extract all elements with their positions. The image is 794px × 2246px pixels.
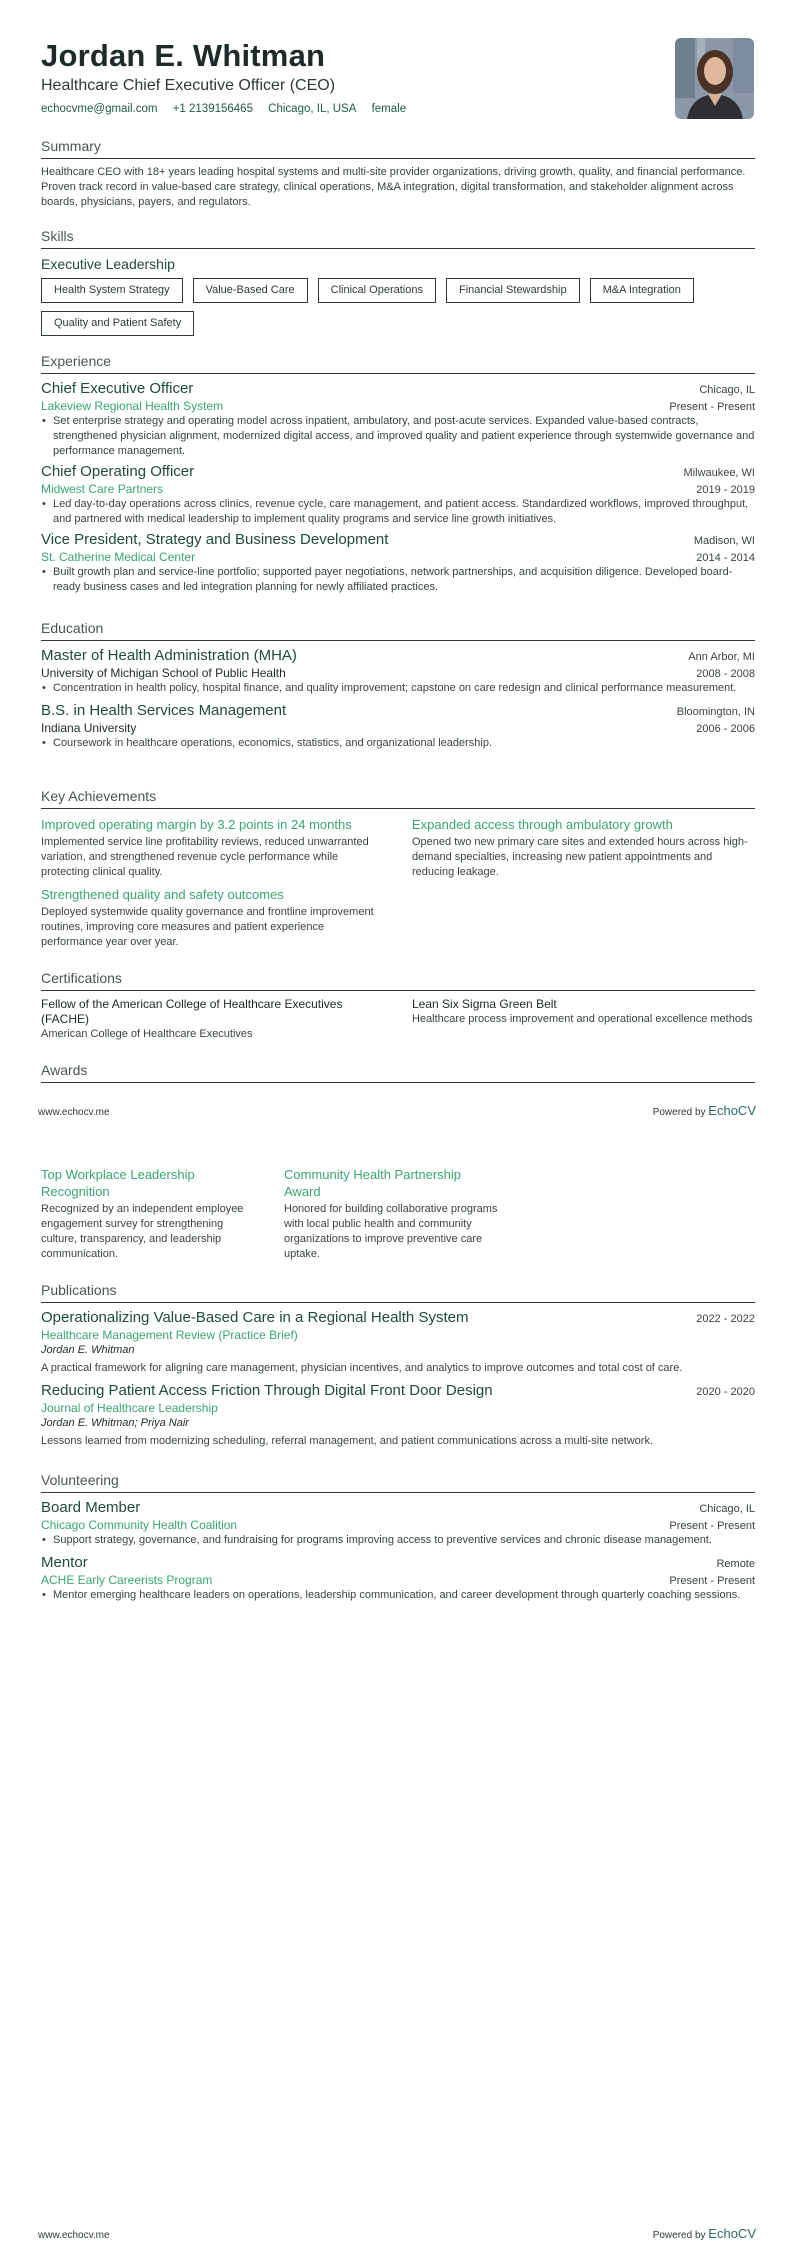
volunteer-bullet: • Support strategy, governance, and fundraising for programs improving access to preventive services and chronic disease management.: [41, 1533, 755, 1548]
publication-item: [41, 1309, 755, 1376]
achievement-item: [41, 816, 384, 880]
profile-photo: [675, 38, 754, 119]
footer-powered-label: Powered by: [652, 1107, 706, 1118]
section-title-publications: Publications: [41, 1282, 755, 1303]
education-dates: 2008 - 2008: [696, 668, 755, 680]
job-bullet: • Led day-to-day operations across clinics, revenue cycle, care management, and patient access. Standardized workflows, improved throughput, and partnered with medical leadership to implement quality programs and service line growth initiatives.: [41, 497, 755, 527]
contact-gender: female: [371, 103, 407, 115]
summary-section: [41, 138, 755, 210]
volunteer-item: [41, 1499, 755, 1548]
certification-item: [41, 997, 384, 1041]
job-dates: 2014 - 2014: [696, 552, 755, 564]
certifications-section: [41, 970, 755, 1041]
volunteer-role: Mentor: [41, 1554, 88, 1571]
publication-venue: Journal of Healthcare Leadership: [41, 1401, 218, 1415]
achievement-text: Implemented service line profitability reviews, reduced unwarranted variation, and strengthened revenue cycle performance while protecting clinical quality.: [41, 836, 369, 878]
experience-item: [41, 380, 755, 459]
section-title-education: Education: [41, 620, 755, 641]
education-dates: 2006 - 2006: [696, 723, 755, 735]
footer-site-link[interactable]: www.echocv.me: [38, 2230, 110, 2241]
volunteer-role: Board Member: [41, 1499, 141, 1516]
contact-location: Chicago, IL, USA: [268, 103, 357, 115]
skill-chip: Financial Stewardship: [446, 278, 580, 303]
publication-authors: Jordan E. Whitman: [41, 1344, 135, 1356]
certification-item: [412, 997, 755, 1041]
publication-venue: Healthcare Management Review (Practice Brief): [41, 1328, 298, 1342]
job-title: Chief Operating Officer: [41, 463, 195, 480]
job-organization: Lakeview Regional Health System: [41, 399, 224, 413]
certification-name: Lean Six Sigma Green Belt: [412, 997, 557, 1011]
award-item: [41, 1166, 256, 1262]
job-title: Chief Executive Officer: [41, 380, 194, 397]
experience-item: [41, 531, 755, 595]
footer-brand[interactable]: EchoCV: [708, 2226, 756, 2241]
skill-chip: Value-Based Care: [193, 278, 308, 303]
degree-title: B.S. in Health Services Management: [41, 702, 287, 719]
publication-authors: Jordan E. Whitman; Priya Nair: [41, 1417, 189, 1429]
achievement-text: Deployed systemwide quality governance and frontline improvement routines, improving core measures and patient experience performance year over year.: [41, 906, 374, 948]
skills-section: [41, 228, 755, 336]
footer-brand[interactable]: EchoCV: [708, 1103, 756, 1118]
awards-section-header: [41, 1062, 755, 1083]
summary-text: Healthcare CEO with 18+ years leading hospital systems and multi-site provider organizations, driving growth, quality, and financial performance. Proven track record in value-based care strategy, clinical operations, M&A integration, digital transformation, and stakeholder alignment across boards, physicians, payers, and regulators.: [41, 166, 746, 208]
school-name: University of Michigan School of Public Health: [41, 666, 286, 680]
section-title-summary: Summary: [41, 138, 755, 159]
section-title-awards: Awards: [41, 1062, 755, 1083]
page-footer: [38, 2226, 756, 2241]
education-item: [41, 702, 755, 751]
experience-item: [41, 463, 755, 527]
education-bullet: • Concentration in health policy, hospital finance, and quality improvement; capstone on care redesign and clinical performance measurement.: [41, 681, 755, 696]
job-title: Vice President, Strategy and Business Development: [41, 531, 389, 548]
achievement-title: Expanded access through ambulatory growth: [412, 817, 673, 832]
job-bullet: • Built growth plan and service-line portfolio; supported payer negotiations, network partnerships, and acquisition diligence. Developed board-ready business cases and led integration planning for newly affiliated practices.: [41, 565, 755, 595]
resume-header: [41, 38, 755, 116]
certification-issuer: American College of Healthcare Executives: [41, 1028, 253, 1040]
section-title-achievements: Key Achievements: [41, 788, 755, 809]
experience-section: [41, 353, 755, 595]
volunteer-organization: Chicago Community Health Coalition: [41, 1518, 238, 1532]
achievement-title: Improved operating margin by 3.2 points in 24 months: [41, 817, 352, 832]
volunteer-location: Chicago, IL: [699, 1503, 755, 1515]
certification-name: Fellow of the American College of Healthcare Executives (FACHE): [41, 997, 343, 1026]
page-footer: [38, 1103, 756, 1118]
job-location: Chicago, IL: [699, 384, 755, 396]
skill-group-title: Executive Leadership: [41, 256, 175, 272]
candidate-name: Jordan E. Whitman: [41, 38, 326, 73]
awards-section: [41, 1166, 755, 1262]
contact-line: [41, 102, 755, 116]
section-title-skills: Skills: [41, 228, 755, 249]
certification-issuer: Healthcare process improvement and operational excellence methods: [412, 1013, 753, 1025]
footer-powered-by: [653, 2226, 756, 2241]
publication-dates: 2022 - 2022: [696, 1313, 755, 1325]
school-location: Ann Arbor, MI: [688, 651, 755, 663]
job-dates: 2019 - 2019: [696, 484, 755, 496]
job-bullet: • Set enterprise strategy and operating model across inpatient, ambulatory, and post-acute services. Expanded value-based contracts, strengthened physician alignment, modernized digital access, and improved quality and patient experience through systemwide governance and performance management.: [41, 414, 755, 459]
job-location: Milwaukee, WI: [683, 467, 755, 479]
section-title-experience: Experience: [41, 353, 755, 374]
achievement-item: [41, 886, 384, 950]
award-title: Top Workplace Leadership Recognition: [41, 1167, 195, 1199]
volunteer-bullet: • Mentor emerging healthcare leaders on operations, leadership communication, and career development through quarterly coaching sessions.: [41, 1588, 755, 1603]
contact-email[interactable]: echocvme@gmail.com: [41, 103, 158, 115]
education-section: [41, 620, 755, 751]
volunteering-section: [41, 1472, 755, 1603]
job-dates: Present - Present: [669, 401, 755, 413]
skill-chip: M&A Integration: [590, 278, 694, 303]
contact-phone[interactable]: +1 2139156465: [172, 103, 253, 115]
award-text: Recognized by an independent employee engagement survey for strengthening culture, transparency, and leadership communication.: [41, 1203, 244, 1260]
award-item: [284, 1166, 499, 1262]
achievements-section: [41, 788, 755, 950]
job-organization: Midwest Care Partners: [41, 482, 164, 496]
award-text: Honored for building collaborative programs with local public health and community organizations to improve preventive care uptake.: [284, 1203, 498, 1260]
publication-title: Operationalizing Value-Based Care in a Regional Health System: [41, 1309, 469, 1326]
footer-powered-by: [653, 1103, 756, 1118]
school-name: Indiana University: [41, 721, 137, 735]
section-title-volunteering: Volunteering: [41, 1472, 755, 1493]
candidate-headline: Healthcare Chief Executive Officer (CEO): [41, 77, 336, 94]
volunteer-item: [41, 1554, 755, 1603]
publication-summary: Lessons learned from modernizing scheduling, referral management, and patient communications across a multi-site network.: [41, 1435, 654, 1447]
skill-chip: Clinical Operations: [318, 278, 436, 303]
publication-title: Reducing Patient Access Friction Through Digital Front Door Design: [41, 1382, 493, 1399]
award-title: Community Health Partnership Award: [284, 1167, 462, 1199]
footer-powered-label: Powered by: [652, 2230, 706, 2241]
publication-item: [41, 1382, 755, 1449]
school-location: Bloomington, IN: [676, 706, 755, 718]
publication-dates: 2020 - 2020: [696, 1386, 755, 1398]
volunteer-location: Remote: [716, 1558, 755, 1570]
degree-title: Master of Health Administration (MHA): [41, 647, 297, 664]
achievement-title: Strengthened quality and safety outcomes: [41, 887, 284, 902]
publication-summary: A practical framework for aligning care management, physician incentives, and analytics to improve outcomes and total cost of care.: [41, 1362, 683, 1374]
publications-section: [41, 1282, 755, 1449]
education-bullet: • Coursework in healthcare operations, economics, statistics, and organizational leadership.: [41, 736, 755, 751]
volunteer-dates: Present - Present: [669, 1575, 755, 1587]
footer-site-link[interactable]: www.echocv.me: [38, 1107, 110, 1118]
job-location: Madison, WI: [693, 535, 755, 547]
section-title-certifications: Certifications: [41, 970, 755, 991]
achievement-text: Opened two new primary care sites and extended hours across high-demand specialties, increasing new patient appointments and reducing leakage.: [412, 836, 748, 878]
job-organization: St. Catherine Medical Center: [41, 550, 196, 564]
volunteer-organization: ACHE Early Careerists Program: [41, 1573, 213, 1587]
achievement-item: [412, 816, 755, 880]
volunteer-dates: Present - Present: [669, 1520, 755, 1532]
skill-chip: Health System Strategy: [41, 278, 183, 303]
skill-chips: [41, 278, 755, 336]
education-item: [41, 647, 755, 696]
skill-chip: Quality and Patient Safety: [41, 311, 194, 336]
